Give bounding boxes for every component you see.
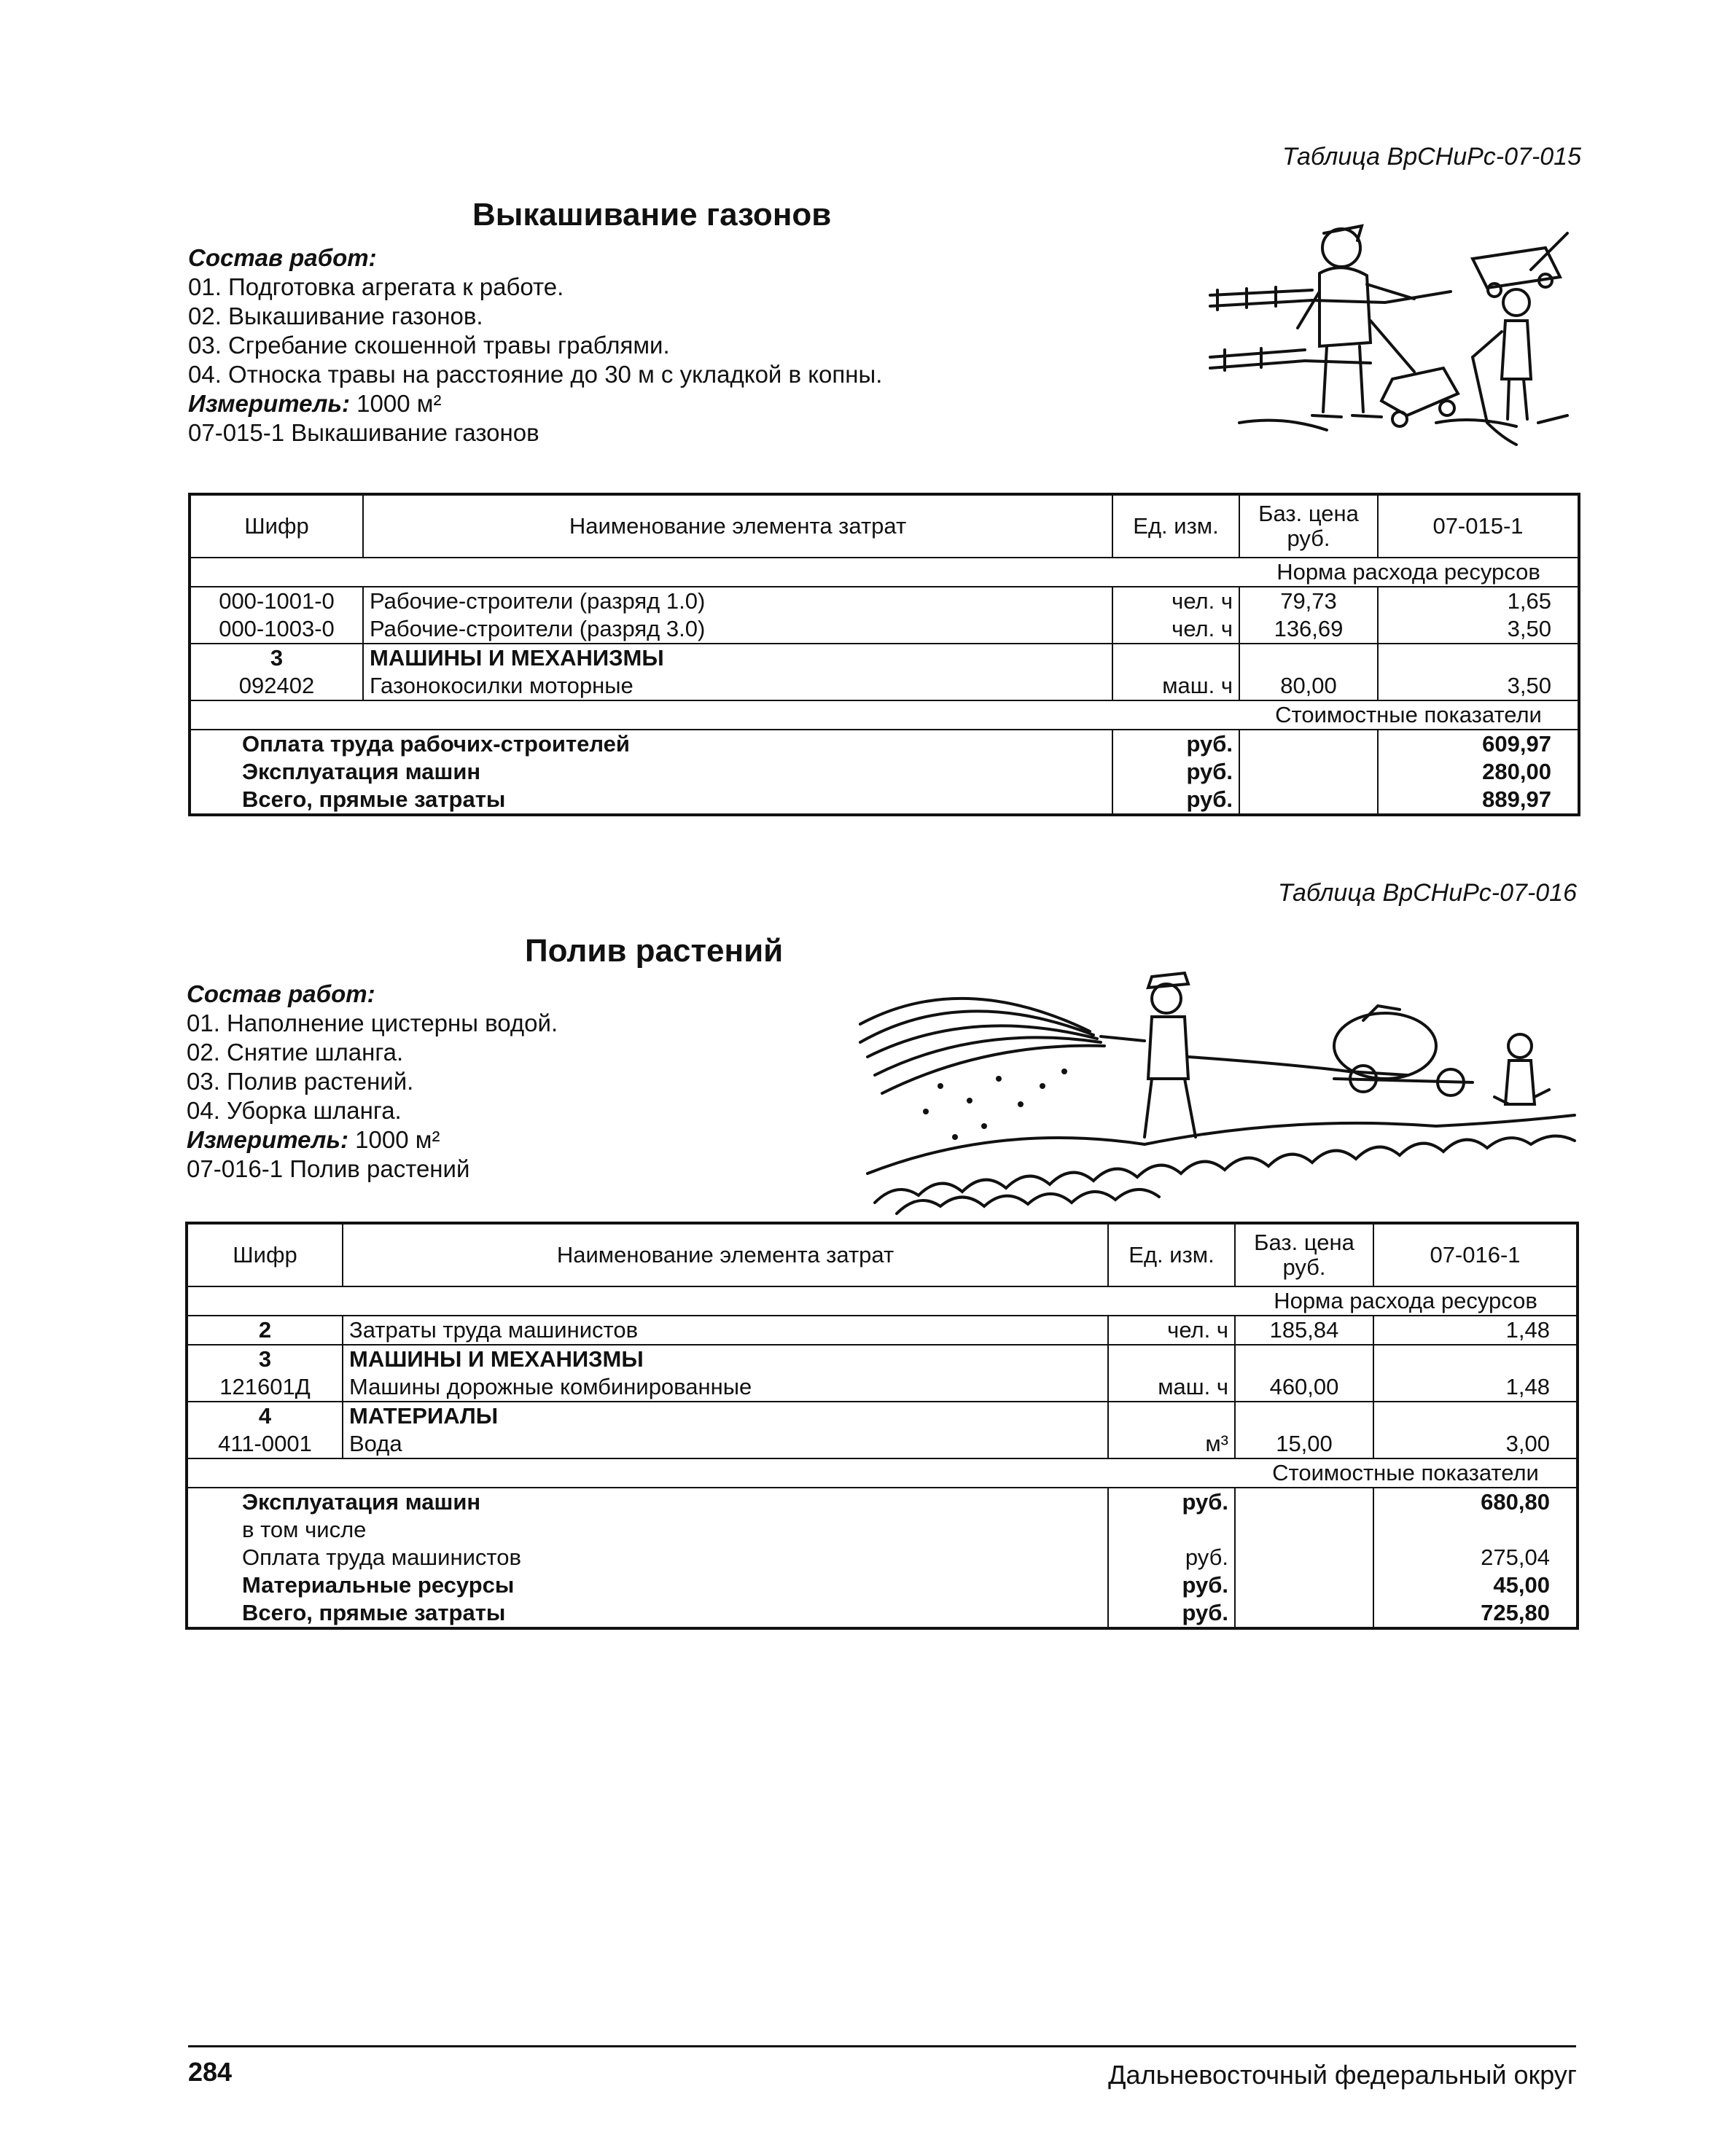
table-label: Таблица ВрСНиРс-07-016 bbox=[1277, 879, 1577, 907]
table-row: 000-1003-0 Рабочие-строители (разряд 3.0) чел. ч 136,69 3,50 bbox=[190, 615, 1579, 644]
table-row: 121601Д Машины дорожные комбинированные маш. ч 460,00 1,48 bbox=[187, 1373, 1578, 1402]
measure-label: Измеритель: bbox=[187, 1126, 348, 1153]
work-item: 01. Наполнение цистерны водой. bbox=[187, 1009, 558, 1036]
measure-label: Измеритель: bbox=[188, 390, 350, 417]
table-row: 4 МАТЕРИАЛЫ bbox=[187, 1402, 1578, 1430]
header-price: Баз. цена руб. bbox=[1239, 494, 1378, 558]
section-title: Полив растений bbox=[525, 933, 784, 969]
work-item: 04. Относка травы на расстояние до 30 м с укладкой в копны. bbox=[188, 361, 883, 388]
worker-watering-plants-illustration bbox=[853, 955, 1582, 1217]
measure-value: 1000 м² bbox=[356, 390, 442, 417]
norm-label: Норма расхода ресурсов bbox=[1239, 558, 1579, 587]
header-norm-code: 07-016-1 bbox=[1373, 1223, 1578, 1286]
section-title: Выкашивание газонов bbox=[472, 197, 832, 233]
table-row: 411-0001 Вода м³ 15,00 3,00 bbox=[187, 1430, 1578, 1458]
measure-line bbox=[188, 389, 882, 418]
footer-region: Дальневосточный федеральный округ bbox=[1108, 2060, 1577, 2090]
footer-rule bbox=[188, 2045, 1576, 2047]
work-item: 04. Уборка шланга. bbox=[187, 1097, 402, 1124]
table-row: 000-1001-0 Рабочие-строители (разряд 1.0) чел. ч 79,73 1,65 bbox=[190, 587, 1579, 615]
norm-label: Норма расхода ресурсов bbox=[1235, 1286, 1578, 1316]
header-code: Шифр bbox=[187, 1223, 343, 1286]
work-item: 03. Полив растений. bbox=[187, 1068, 414, 1095]
summary-row: Оплата труда рабочих-строителей руб. 609,97 bbox=[190, 730, 1579, 758]
summary-row: Эксплуатация машин руб. 280,00 bbox=[190, 758, 1579, 786]
table-row: 3 МАШИНЫ И МЕХАНИЗМЫ bbox=[190, 644, 1579, 672]
cost-label: Стоимостные показатели bbox=[1235, 1458, 1578, 1488]
header-name: Наименование элемента затрат bbox=[343, 1223, 1108, 1286]
header-code: Шифр bbox=[190, 494, 363, 558]
summary-row: Эксплуатация машин руб. 680,80 bbox=[187, 1488, 1578, 1516]
summary-row: Всего, прямые затраты руб. 725,80 bbox=[187, 1599, 1578, 1628]
work-item: 02. Выкашивание газонов. bbox=[188, 302, 483, 329]
measure-value: 1000 м² bbox=[355, 1126, 440, 1153]
work-header: Состав работ: bbox=[188, 244, 377, 271]
header-price: Баз. цена руб. bbox=[1235, 1223, 1373, 1286]
cost-table bbox=[188, 493, 1580, 816]
work-composition bbox=[187, 980, 558, 1184]
summary-row: Оплата труда машинистов руб. 275,04 bbox=[187, 1544, 1578, 1571]
work-item: 03. Сгребание скошенной травы граблями. bbox=[188, 332, 670, 359]
header-unit: Ед. изм. bbox=[1108, 1223, 1235, 1286]
work-header: Состав работ: bbox=[187, 980, 375, 1007]
work-item: 02. Снятие шланга. bbox=[187, 1039, 404, 1066]
header-unit: Ед. изм. bbox=[1112, 494, 1239, 558]
table-row: 2 Затраты труда машинистов чел. ч 185,84 1,48 bbox=[187, 1316, 1578, 1345]
work-composition bbox=[188, 243, 882, 448]
table-row: 3 МАШИНЫ И МЕХАНИЗМЫ bbox=[187, 1345, 1578, 1373]
summary-row: Всего, прямые затраты руб. 889,97 bbox=[190, 786, 1579, 815]
summary-row: в том числе bbox=[187, 1516, 1578, 1544]
cost-label: Стоимостные показатели bbox=[1239, 700, 1579, 730]
code-line: 07-015-1 Выкашивание газонов bbox=[188, 419, 539, 446]
page-number: 284 bbox=[188, 2057, 233, 2087]
header-norm-code: 07-015-1 bbox=[1378, 494, 1579, 558]
header-name: Наименование элемента затрат bbox=[363, 494, 1112, 558]
worker-with-lawnmower-illustration bbox=[1196, 204, 1575, 452]
code-line: 07-016-1 Полив растений bbox=[187, 1155, 470, 1182]
table-label: Таблица ВрСНиРс-07-015 bbox=[1282, 143, 1581, 171]
cost-table bbox=[185, 1222, 1579, 1630]
measure-line bbox=[187, 1125, 558, 1155]
summary-row: Материальные ресурсы руб. 45,00 bbox=[187, 1571, 1578, 1599]
work-item: 01. Подготовка агрегата к работе. bbox=[188, 273, 564, 300]
table-row: 092402 Газонокосилки моторные маш. ч 80,00 3,50 bbox=[190, 672, 1579, 700]
